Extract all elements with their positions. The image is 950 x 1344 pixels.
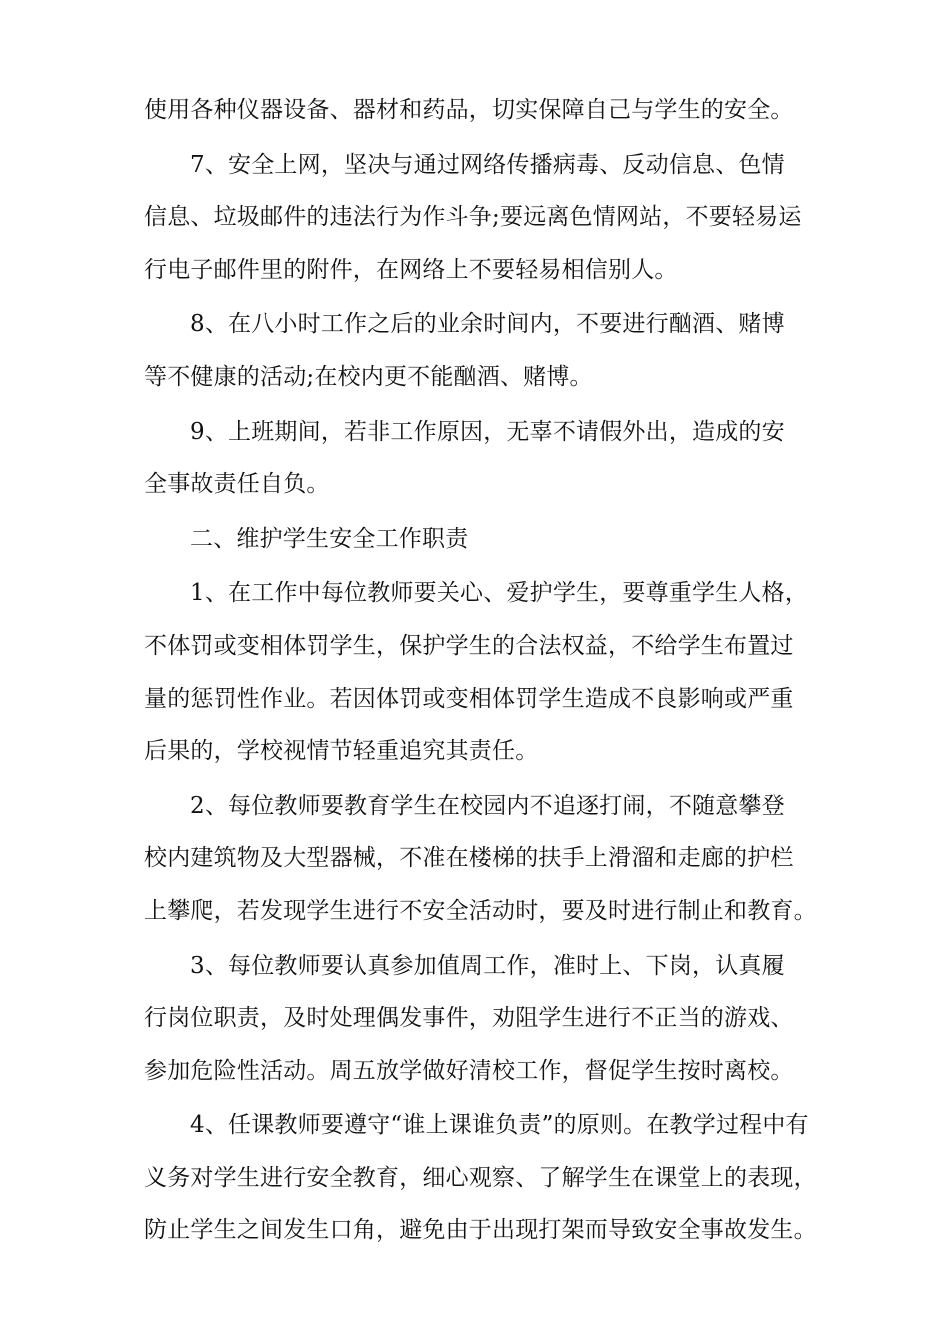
document-body (144, 84, 834, 1259)
text-line: 义务对学生进行安全教育，细心观察、了解学生在课堂上的表现， (144, 1164, 817, 1191)
paragraph-item-7 (144, 139, 834, 297)
paragraph-duty-3 (144, 940, 834, 1098)
paragraph-item-8 (144, 298, 834, 403)
text-line: 7、安全上网，坚决与通过网络传播病毒、反动信息、色情 (190, 151, 785, 178)
text-line: 校内建筑物及大型器械，不准在楼梯的扶手上滑溜和走廊的护栏 (144, 845, 794, 872)
text-line: 后果的，学校视情节轻重追究其责任。 (144, 738, 539, 765)
text-line: 行岗位职责，及时处理偶发事件，劝阻学生进行不正当的游戏、 (144, 1005, 794, 1032)
text-line: 2、每位教师要教育学生在校园内不追逐打闹，不随意攀登 (190, 792, 785, 819)
paragraph-duty-1 (144, 567, 834, 777)
paragraph-continuation (144, 84, 834, 137)
heading-line: 二、维护学生安全工作职责 (190, 525, 469, 552)
text-line: 9、上班期间，若非工作原因，无辜不请假外出，造成的安 (190, 418, 785, 445)
text-line: 4、任课教师要遵守“谁上课谁负责”的原则。在教学过程中有 (190, 1112, 809, 1139)
paragraph-duty-2 (144, 780, 834, 938)
text-line: 等不健康的活动;在校内更不能酗酒、赌博。 (144, 363, 593, 390)
text-line: 行电子邮件里的附件，在网络上不要轻易相信别人。 (144, 256, 678, 283)
text-line: 参加危险性活动。周五放学做好清校工作，督促学生按时离校。 (144, 1057, 794, 1084)
section-heading (144, 513, 834, 566)
text-line: 信息、垃圾邮件的违法行为作斗争;要远离色情网站，不要轻易运 (144, 204, 802, 231)
text-line: 使用各种仪器设备、器材和药品，切实保障自己与学生的安全。 (144, 97, 794, 123)
text-line: 全事故责任自负。 (144, 471, 330, 498)
text-line: 1、在工作中每位教师要关心、爱护学生，要尊重学生人格， (190, 580, 809, 607)
text-line: 防止学生之间发生口角，避免由于出现打架而导致安全事故发生。 (144, 1217, 817, 1244)
text-line: 8、在八小时工作之后的业余时间内，不要进行酗酒、赌博 (190, 311, 785, 338)
paragraph-item-9 (144, 406, 834, 511)
paragraph-duty-4 (144, 1099, 834, 1257)
text-line: 量的惩罚性作业。若因体罚或变相体罚学生造成不良影响或严重 (144, 685, 794, 712)
text-line: 不体罚或变相体罚学生，保护学生的合法权益，不给学生布置过 (144, 632, 794, 659)
text-line: 3、每位教师要认真参加值周工作，准时上、下岗，认真履 (190, 952, 785, 979)
text-line: 上攀爬，若发现学生进行不安全活动时，要及时进行制止和教育。 (144, 897, 817, 924)
